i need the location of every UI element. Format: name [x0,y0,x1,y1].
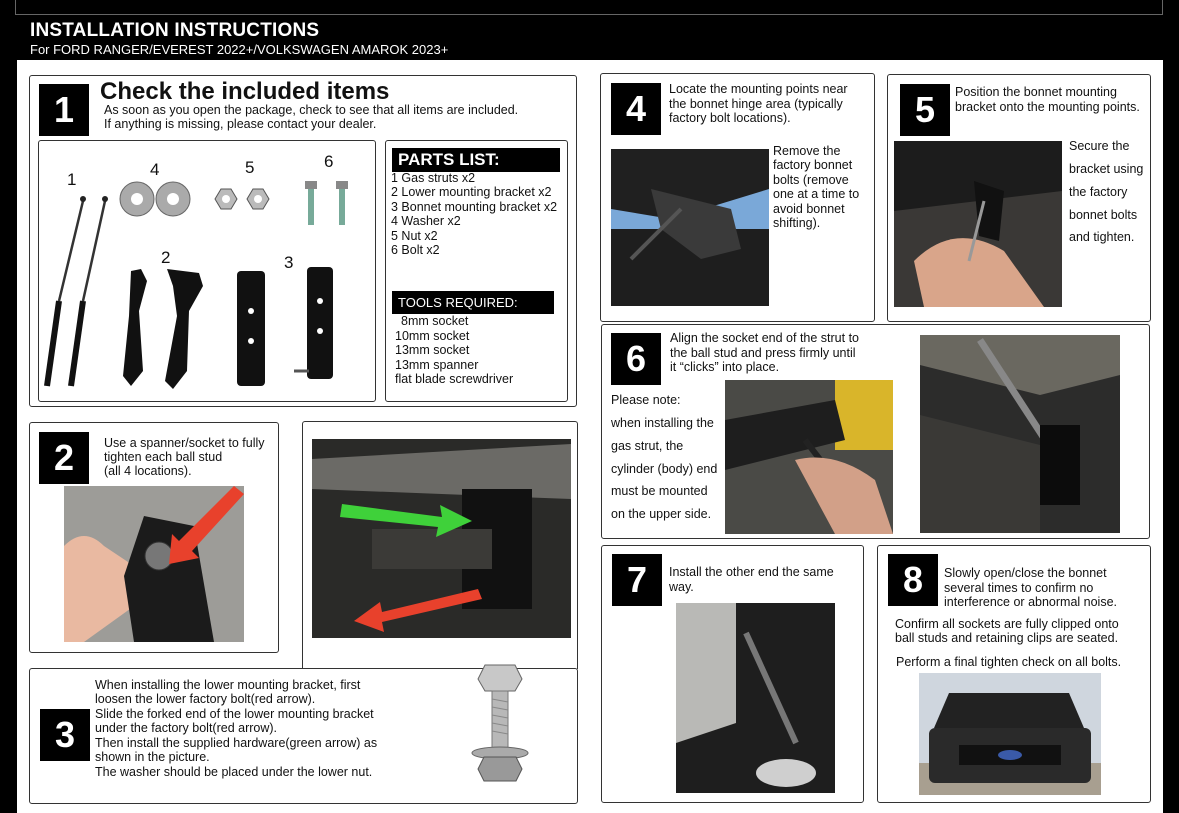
step8-text: several times to confirm no [944,581,1094,595]
parts-drawing [39,141,375,401]
step4-side-text: bolts (remove [773,173,849,187]
step4-side-text: avoid bonnet [773,202,845,216]
step3-photo [312,439,571,638]
bonnet-bracket-icon [237,267,333,386]
step3-number: 3 [40,709,90,761]
step4-text: factory bolt locations). [669,111,791,125]
step7-text: way. [669,580,694,594]
part-item: 2 Lower mounting bracket x2 [391,185,552,199]
step7-photo [676,603,835,793]
page-title: INSTALLATION INSTRUCTIONS [30,20,320,41]
tool-item: 13mm spanner [395,358,479,372]
step6-text: Align the socket end of the strut to [670,331,860,345]
bolt-icon [305,181,348,225]
step6-text: it “clicks” into place. [670,360,780,374]
parts-list-title: PARTS LIST: [392,148,560,172]
header-frame [15,0,1163,15]
step4-side-text: shifting). [773,216,821,230]
label-struts: 1 [67,170,77,189]
step3-text: The washer should be placed under the lower nut. [95,765,373,779]
step2-photo [64,486,244,642]
step1-line1: As soon as you open the package, check to see that all items are included. [104,103,519,117]
tool-item: 8mm socket [401,314,469,328]
part-item: 4 Washer x2 [391,214,461,228]
step7-text: Install the other end the same [669,565,834,579]
tool-item: 10mm socket [395,329,470,343]
step3-text: Then install the supplied hardware(green arrow) as [95,736,378,750]
step6-panel [601,324,1150,539]
tools-title: TOOLS REQUIRED: [392,291,554,314]
step1-panel [29,75,577,407]
step2-text: tighten each ball stud [104,450,223,464]
step6-photo-right [920,335,1120,533]
step6-photo-left [725,380,893,534]
step3-text: When installing the lower mounting bracket, first [95,678,361,692]
step7-number: 7 [612,554,662,606]
step6-number: 6 [611,333,661,385]
step6-note: on the upper side. [611,507,712,521]
step2-text: (all 4 locations). [104,464,192,478]
step1-line2: If anything is missing, please contact your dealer. [104,117,377,131]
step3-text: under the factory bolt(red arrow). [95,721,278,735]
step6-note: Please note: [611,393,681,407]
part-item: 5 Nut x2 [391,229,438,243]
step4-text: Locate the mounting points near [669,82,848,96]
part-item: 3 Bonnet mounting bracket x2 [391,200,558,214]
step1-number: 1 [39,84,89,136]
step4-photo [611,149,769,306]
step8-text: Slowly open/close the bonnet [944,566,1107,580]
page-subtitle: For FORD RANGER/EVEREST 2022+/VOLKSWAGEN AMAROK 2023+ [30,42,449,57]
label-bonnet-bracket: 3 [284,253,294,272]
gas-strut-icon [47,196,108,386]
step5-number: 5 [900,84,950,136]
step6-note: when installing the [611,416,714,430]
step6-note: must be mounted [611,484,708,498]
step8-panel [877,545,1151,803]
step4-panel [600,73,875,322]
step5-side-text: and tighten. [1069,230,1135,244]
label-bolt: 6 [324,152,334,171]
parts-list-panel [385,140,568,402]
bolt-hardware-photo [460,657,540,787]
step5-side-text: Secure the [1069,139,1130,153]
step8-photo [919,673,1101,795]
step6-note: cylinder (body) end [611,462,718,476]
step5-side-text: bonnet bolts [1069,208,1138,222]
step4-text: the bonnet hinge area (typically [669,97,843,111]
label-nut: 5 [245,158,255,177]
step2-panel [29,422,279,653]
step6-note: gas strut, the [611,439,684,453]
washer-icon [120,182,190,216]
step5-side-text: the factory [1069,185,1128,199]
step5-text: bracket onto the mounting points. [955,100,1140,114]
step3-panel [29,668,578,804]
step8-number: 8 [888,554,938,606]
step1-title: Check the included items [100,78,390,105]
step2-number: 2 [39,432,89,484]
step5-panel [887,74,1151,322]
lower-bracket-icon [123,269,203,389]
nut-icon [215,189,269,209]
step5-photo [894,141,1062,307]
step3-text: shown in the picture. [95,750,210,764]
step6-text: the ball stud and press firmly until [670,346,856,360]
step3-photo-panel [302,421,578,669]
step8-text: interference or abnormal noise. [944,595,1118,609]
step2-text: Use a spanner/socket to fully [104,436,265,450]
step4-side-text: Remove the [773,144,841,158]
tool-item: 13mm socket [395,343,470,357]
step3-text: Slide the forked end of the lower mounting bracket [95,707,374,721]
part-item: 6 Bolt x2 [391,243,440,257]
tool-item: flat blade screwdriver [395,372,514,386]
step8-text: ball studs and retaining clips are seated. [895,631,1119,645]
step4-number: 4 [611,83,661,135]
step4-side-text: factory bonnet [773,158,853,172]
step8-text: Confirm all sockets are fully clipped onto [895,617,1119,631]
step3-text: loosen the lower factory bolt(red arrow). [95,692,316,706]
step4-side-text: one at a time to [773,187,860,201]
step7-panel [601,545,864,803]
step5-text: Position the bonnet mounting [955,85,1117,99]
step5-side-text: bracket using [1069,162,1144,176]
parts-illustration [38,140,376,402]
label-washer: 4 [150,160,160,179]
step8-text: Perform a final tighten check on all bolts. [896,655,1122,669]
label-lower-bracket: 2 [161,248,171,267]
part-item: 1 Gas struts x2 [391,171,476,185]
